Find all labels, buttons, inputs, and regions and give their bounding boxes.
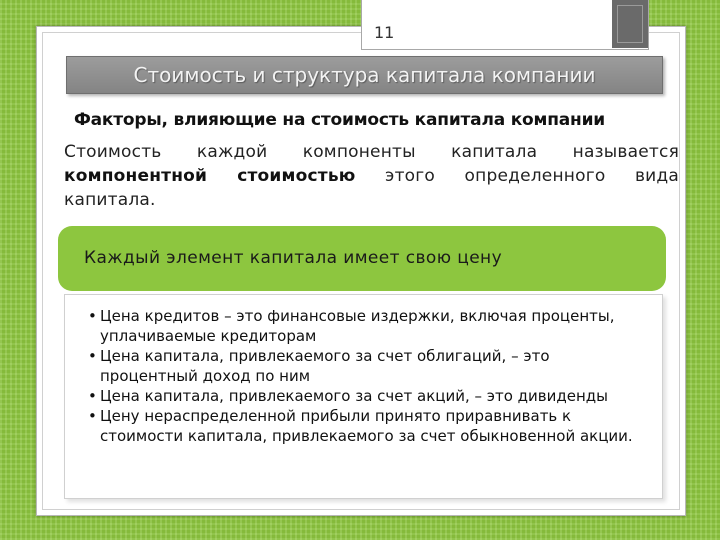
corner-decoration xyxy=(612,0,648,48)
bullet-item-bonds: • Цена капитала, привлекаемого за счет облигаций, – это процентный доход по ним xyxy=(86,346,646,386)
slide-subtitle: Факторы, влияющие на стоимость капитала компании xyxy=(74,110,605,130)
definition-paragraph xyxy=(64,140,679,212)
paragraph-text-start: Стоимость каждой компоненты капитала называется xyxy=(64,142,679,162)
bullet-item-shares: • Цена капитала, привлекаемого за счет акций, – это дивиденды xyxy=(86,386,646,406)
paragraph-text-end: этого определенного вида капитала. xyxy=(64,166,679,210)
slide-number: 11 xyxy=(374,23,395,42)
bullet-list xyxy=(86,306,646,446)
slide-number-box xyxy=(361,0,649,50)
slide-title: Стоимость и структура капитала компании xyxy=(66,56,663,94)
paragraph-bold-term: компонентной стоимостью xyxy=(64,166,356,186)
bullet-item-retained-earnings: • Цену нераспределенной прибыли принято приравнивать к стоимости капитала, привлекаемого за счет обыкновенной акции. xyxy=(86,406,646,446)
bullet-item-loans: • Цена кредитов – это финансовые издержки, включая проценты, уплачиваемые кредиторам xyxy=(86,306,646,346)
highlight-text: Каждый элемент капитала имеет свою цену xyxy=(84,248,503,268)
